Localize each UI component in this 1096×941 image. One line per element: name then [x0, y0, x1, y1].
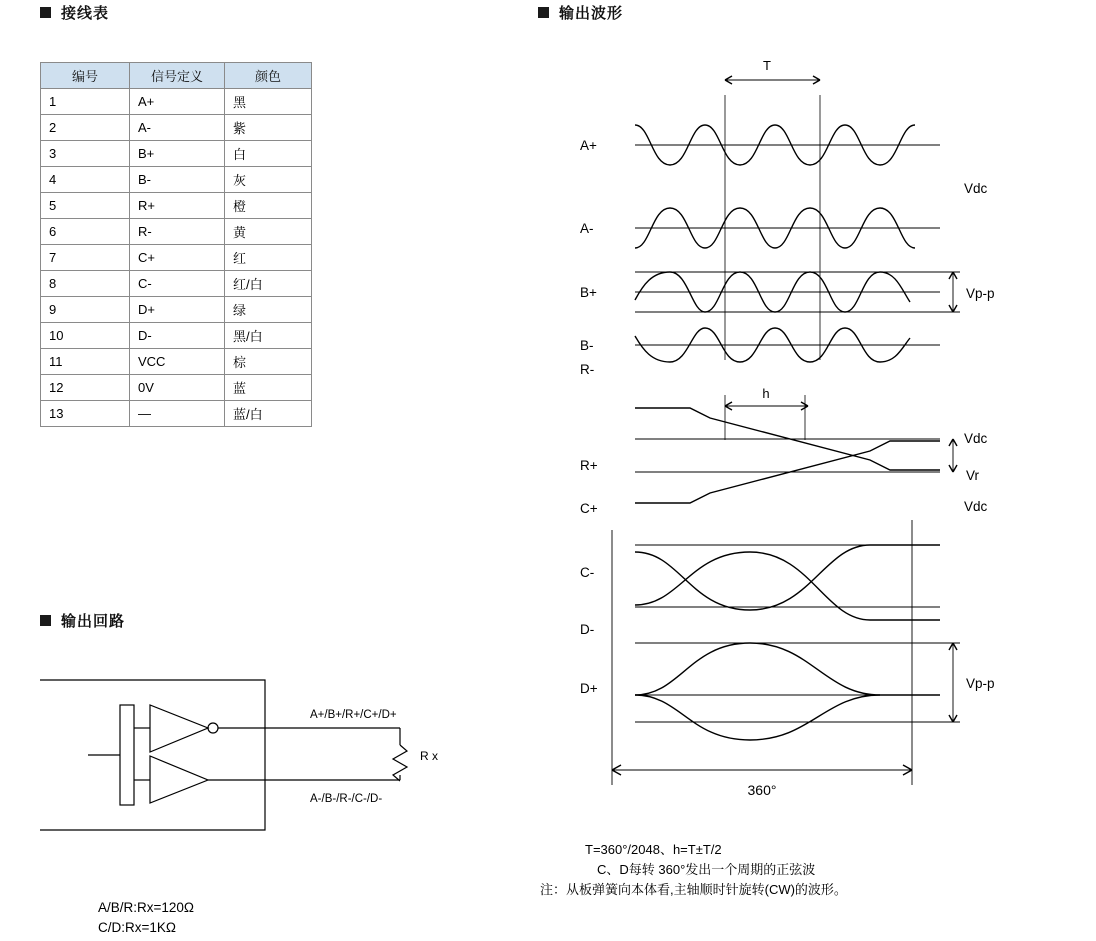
waveform-label-a-minus: A- — [580, 221, 594, 236]
cell-signal: D- — [130, 323, 225, 349]
vdc-annotation-r: Vdc — [964, 431, 988, 446]
cell-color: 黑/白 — [225, 323, 312, 349]
cell-color: 红/白 — [225, 271, 312, 297]
cell-color: 红 — [225, 245, 312, 271]
cell-signal: A- — [130, 115, 225, 141]
waveform-label-d-minus: D- — [580, 622, 595, 637]
cell-signal: 0V — [130, 375, 225, 401]
output-waveform-diagram — [540, 40, 1080, 840]
output-circuit-diagram — [40, 650, 510, 880]
circuit-resistor-notes — [98, 898, 194, 938]
cell-signal: C- — [130, 271, 225, 297]
table-header-row — [41, 63, 312, 89]
cell-color: 蓝 — [225, 375, 312, 401]
vdc-annotation-c: Vdc — [964, 499, 988, 514]
resistor-label: R x — [420, 749, 438, 763]
vpp-annotation-d: Vp-p — [966, 676, 995, 691]
cell-signal: A+ — [130, 89, 225, 115]
waveform-note-1: T=360°/2048、h=T±T/2 — [585, 842, 722, 857]
circuit-output-positive-label: A+/B+/R+/C+/D+ — [310, 709, 397, 721]
waveform-notes — [540, 840, 847, 900]
cell-number: 11 — [41, 349, 130, 375]
table-row — [41, 375, 312, 401]
cell-color: 灰 — [225, 167, 312, 193]
cell-signal: R+ — [130, 193, 225, 219]
cell-signal: B- — [130, 167, 225, 193]
cell-number: 10 — [41, 323, 130, 349]
cell-color: 黄 — [225, 219, 312, 245]
cell-signal: B+ — [130, 141, 225, 167]
cell-color: 白 — [225, 141, 312, 167]
cell-color: 蓝/白 — [225, 401, 312, 427]
waveform-label-c-plus: C+ — [580, 501, 598, 516]
waveform-label-r-plus: R+ — [580, 458, 598, 473]
table-row — [41, 115, 312, 141]
table-row — [41, 141, 312, 167]
h-annotation: h — [762, 386, 770, 401]
cell-number: 4 — [41, 167, 130, 193]
cell-number: 3 — [41, 141, 130, 167]
cell-number: 1 — [41, 89, 130, 115]
cell-signal: C+ — [130, 245, 225, 271]
cell-signal: — — [130, 401, 225, 427]
cell-color: 紫 — [225, 115, 312, 141]
waveform-label-d-plus: D+ — [580, 681, 598, 696]
wiring-table-title-text: 接线表 — [61, 5, 110, 22]
waveform-label-a-plus: A+ — [580, 138, 597, 153]
table-row — [41, 193, 312, 219]
vr-annotation: Vr — [966, 468, 979, 483]
cell-signal: VCC — [130, 349, 225, 375]
waveform-label-r-minus: R- — [580, 362, 595, 377]
table-row — [41, 349, 312, 375]
vdc-annotation-a: Vdc — [964, 181, 988, 196]
cell-number: 8 — [41, 271, 130, 297]
waveform-note-2: C、D每转 360°发出一个周期的正弦波 — [597, 862, 816, 877]
square-bullet-icon — [538, 7, 549, 18]
output-circuit-title-text: 输出回路 — [61, 613, 126, 630]
table-row — [41, 297, 312, 323]
waveform-title-text: 输出波形 — [559, 5, 624, 22]
waveform-note-3: 注：从板弹簧向本体看,主轴顺时针旋转(CW)的波形。 — [540, 882, 847, 897]
column-header-number: 编号 — [41, 63, 130, 89]
table-row — [41, 219, 312, 245]
circuit-output-negative-label: A-/B-/R-/C-/D- — [310, 793, 383, 805]
waveform-label-c-minus: C- — [580, 565, 595, 580]
cell-number: 5 — [41, 193, 130, 219]
vpp-annotation-b: Vp-p — [966, 286, 995, 301]
table-row — [41, 271, 312, 297]
cell-color: 橙 — [225, 193, 312, 219]
column-header-signal: 信号定义 — [130, 63, 225, 89]
table-row — [41, 89, 312, 115]
cell-number: 9 — [41, 297, 130, 323]
table-row — [41, 245, 312, 271]
waveform-label-b-plus: B+ — [580, 285, 597, 300]
wiring-table-section-title — [40, 2, 109, 23]
circuit-note-cd: C/D:Rx=1KΩ — [98, 920, 176, 935]
circuit-note-abr: A/B/R:Rx=120Ω — [98, 900, 195, 915]
square-bullet-icon — [40, 615, 51, 626]
square-bullet-icon — [40, 7, 51, 18]
cell-number: 12 — [41, 375, 130, 401]
table-row — [41, 323, 312, 349]
column-header-color: 颜色 — [225, 63, 312, 89]
output-circuit-section-title — [40, 610, 125, 631]
period-annotation: T — [763, 58, 771, 73]
cell-color: 黑 — [225, 89, 312, 115]
wiring-table-container — [40, 62, 312, 427]
cell-number: 6 — [41, 219, 130, 245]
cell-number: 7 — [41, 245, 130, 271]
full-turn-annotation: 360° — [747, 782, 777, 798]
table-row — [41, 401, 312, 427]
cell-number: 13 — [41, 401, 130, 427]
cell-signal: D+ — [130, 297, 225, 323]
cell-color: 棕 — [225, 349, 312, 375]
table-row — [41, 167, 312, 193]
waveform-label-b-minus: B- — [580, 338, 594, 353]
cell-color: 绿 — [225, 297, 312, 323]
cell-number: 2 — [41, 115, 130, 141]
wiring-table — [40, 62, 312, 427]
cell-signal: R- — [130, 219, 225, 245]
waveform-section-title — [538, 2, 623, 23]
